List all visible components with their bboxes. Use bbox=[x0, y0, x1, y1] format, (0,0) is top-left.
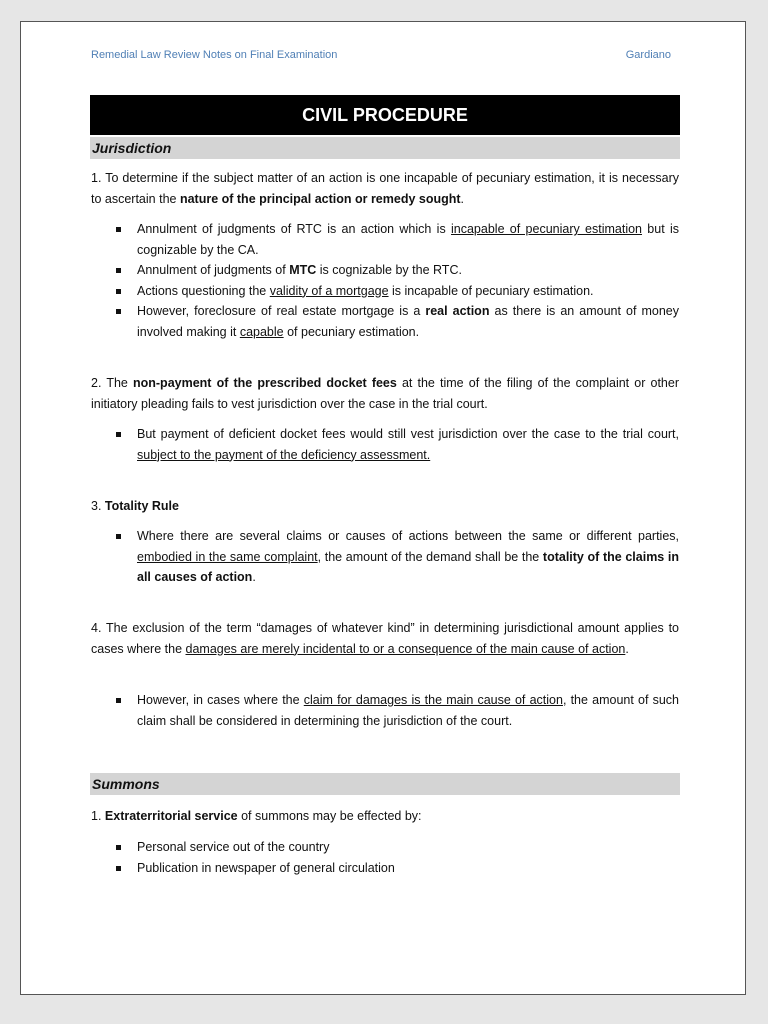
text-run: However, in cases where the bbox=[137, 693, 304, 707]
text-run: , the amount of the demand shall be the bbox=[317, 549, 543, 564]
summons-item-1 bbox=[91, 806, 679, 827]
header-left-text: Remedial Law Review Notes on Final Examination bbox=[91, 49, 338, 61]
jurisdiction-item-1 bbox=[91, 168, 679, 209]
underlined-text: claim for damages is the main cause of action bbox=[303, 693, 563, 707]
underlined-text: embodied in the same complaint bbox=[137, 549, 318, 564]
list-item: Publication in newspaper of general circulation bbox=[91, 858, 679, 879]
bold-text: nature of the principal action or remedy sought bbox=[179, 191, 461, 206]
text-run: But payment of deficient docket fees would still vest jurisdiction over the case to the trial court, bbox=[137, 427, 679, 441]
text-run: 1. To determine if the subject matter of an action is one incapable of pecuniary estimation, it is necessary to ascertain the bbox=[91, 171, 679, 206]
text-run: . bbox=[625, 641, 629, 656]
underlined-text: incapable of pecuniary estimation bbox=[451, 222, 643, 236]
list-item bbox=[91, 526, 679, 588]
text-run: However, foreclosure of real estate mortgage is a bbox=[137, 304, 426, 318]
jurisdiction-item-4 bbox=[91, 618, 679, 659]
text-run: 1. bbox=[91, 809, 105, 823]
jurisdiction-item-3 bbox=[91, 496, 679, 517]
jurisdiction-item-3-bullets bbox=[91, 526, 679, 588]
text-run: 4. The exclusion of the term “damages of whatever kind” in determining jurisdictional amount applies to cases where the bbox=[91, 621, 679, 656]
text-run: Annulment of judgments of RTC is an action which is bbox=[137, 222, 451, 236]
text-run: Where there are several claims or causes of actions between the same or different parties, bbox=[137, 529, 679, 543]
underlined-text: capable bbox=[239, 324, 284, 339]
jurisdiction-item-1-bullets bbox=[91, 219, 679, 342]
text-run: . bbox=[252, 570, 256, 584]
bold-text: real action bbox=[425, 304, 490, 318]
underlined-text: validity of a mortgage bbox=[269, 283, 389, 298]
list-item bbox=[91, 690, 679, 731]
bold-text: totality of the claims in all causes of action bbox=[137, 549, 680, 584]
bold-text: Extraterritorial service bbox=[104, 809, 238, 823]
section-heading-summons: Summons bbox=[90, 773, 680, 795]
bold-text: Totality Rule bbox=[104, 499, 179, 513]
underlined-text: subject to the payment of the deficiency assessment. bbox=[137, 447, 431, 462]
bold-text: non-payment of the prescribed docket fees bbox=[132, 376, 397, 390]
list-item bbox=[91, 424, 679, 465]
text-run: , the amount of such claim shall be considered in determining the jurisdiction of the court. bbox=[137, 693, 679, 728]
text-run: Annulment of judgments of bbox=[137, 263, 290, 277]
text-run: of summons may be effected by: bbox=[237, 809, 422, 823]
text-run: 3. bbox=[91, 499, 105, 513]
text-run: . bbox=[460, 191, 465, 206]
text-run: as there is an amount of money involved making it bbox=[137, 304, 679, 339]
list-item bbox=[91, 301, 679, 342]
text-run: but is cognizable by the CA. bbox=[137, 222, 680, 257]
text-run: is cognizable by the RTC. bbox=[316, 263, 462, 277]
jurisdiction-item-2-bullets bbox=[91, 424, 679, 465]
document-title: CIVIL PROCEDURE bbox=[90, 95, 680, 135]
text-run: of pecuniary estimation. bbox=[283, 324, 420, 339]
summons-item-1-bullets bbox=[91, 837, 679, 878]
list-item: Personal service out of the country bbox=[91, 837, 679, 858]
text-run: 2. The bbox=[91, 376, 133, 390]
jurisdiction-item-2 bbox=[91, 373, 679, 414]
bold-text: MTC bbox=[289, 263, 317, 277]
list-item bbox=[91, 281, 679, 302]
section-heading-jurisdiction: Jurisdiction bbox=[90, 137, 680, 159]
list-item bbox=[91, 260, 679, 281]
jurisdiction-item-4-bullets bbox=[91, 690, 679, 731]
header-right-text: Gardiano bbox=[625, 49, 671, 61]
document-page bbox=[20, 21, 746, 995]
underlined-text: damages are merely incidental to or a consequence of the main cause of action bbox=[185, 641, 626, 656]
text-run: Actions questioning the bbox=[137, 283, 270, 298]
text-run: is incapable of pecuniary estimation. bbox=[388, 283, 594, 298]
page-header bbox=[91, 49, 671, 61]
list-item bbox=[91, 219, 679, 260]
text-run: at the time of the filing of the complaint or other initiatory pleading fails to vest jurisdiction over the case in the trial court. bbox=[91, 376, 679, 411]
